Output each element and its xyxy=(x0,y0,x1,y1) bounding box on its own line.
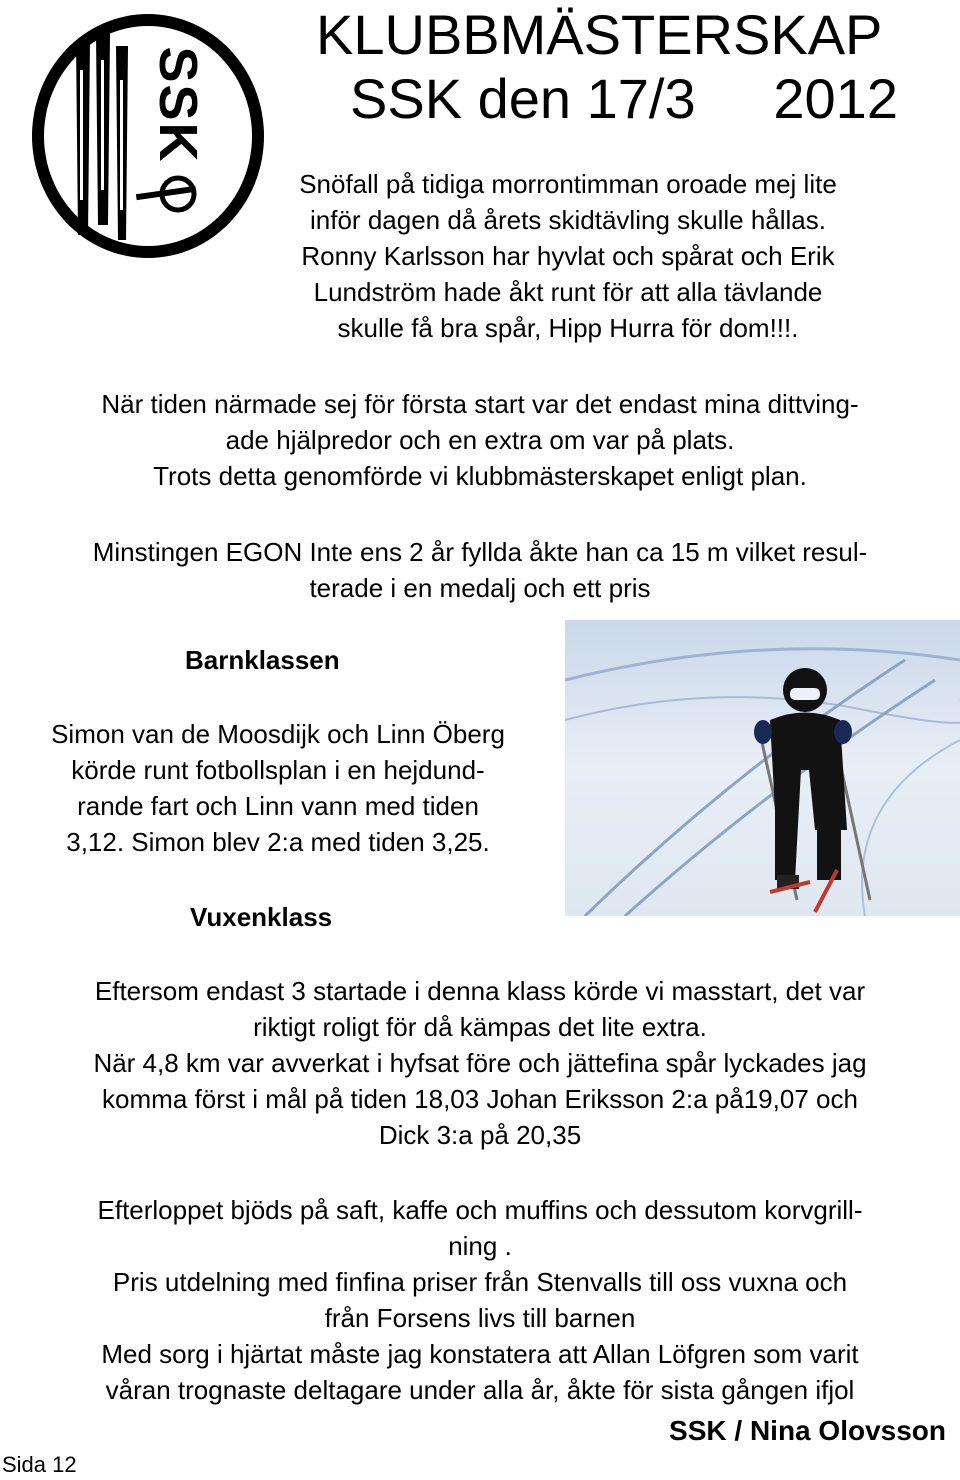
text-line: Pris utdelning med finfina priser från Stenvalls till oss vuxna och xyxy=(112,1267,848,1297)
text-line: Lundström hade åkt runt för att alla tävlande xyxy=(313,277,823,307)
signature: SSK / Nina Olovsson xyxy=(669,1415,946,1446)
child-skiing-photo xyxy=(565,620,960,916)
text-line: När 4,8 km var avverkat i hyfsat före och jättefina spår lyckades jag xyxy=(93,1048,867,1078)
text-line: När tiden närmade sej för första start var det endast mina dittving- xyxy=(101,389,859,419)
text-line: Med sorg i hjärtat måste jag konstatera att Allan Löfgren som varit xyxy=(101,1339,859,1369)
vuxenklass-text xyxy=(0,973,960,1153)
text-line: terade i en medalj och ett pris xyxy=(309,573,651,603)
text-line: våran trognaste deltagare under alla år, åkte för sista gången ifjol xyxy=(105,1375,855,1405)
text-line: Simon van de Moosdijk och Linn Öberg xyxy=(51,719,505,749)
page-title: KLUBBMÄSTERSKAP xyxy=(316,3,883,66)
text-line: ade hjälpredor och en extra om var på plats. xyxy=(225,425,735,455)
egon-paragraph xyxy=(0,534,960,606)
text-line: Eftersom endast 3 startade i denna klass körde vi masstart, det var xyxy=(94,976,866,1006)
page-subtitle: SSK den 17/3 2012 xyxy=(350,67,898,130)
text-line: riktigt roligt för då kämpas det lite extra. xyxy=(253,1012,707,1042)
text-line: Trots detta genomförde vi klubbmästerskapet enligt plan. xyxy=(153,461,807,491)
text-line: Snöfall på tidiga morrontimman oroade mej lite xyxy=(299,169,837,199)
vuxenklass-heading: Vuxenklass xyxy=(190,902,333,932)
text-line: 3,12. Simon blev 2:a med tiden 3,25. xyxy=(66,827,490,857)
text-line: Minstingen EGON Inte ens 2 år fyllda åkte han ca 15 m vilket resul- xyxy=(92,537,868,567)
text-line: rande fart och Linn vann med tiden xyxy=(77,791,479,821)
text-line: körde runt fotbollsplan i en hejdund- xyxy=(71,755,485,785)
text-line: ning . xyxy=(448,1231,512,1261)
text-line: skulle få bra spår, Hipp Hurra för dom!!!. xyxy=(337,313,799,343)
text-line: Ronny Karlsson har hyvlat och spårat och Erik xyxy=(301,241,835,271)
text-line: Dick 3:a på 20,35 xyxy=(378,1120,582,1150)
closing-paragraph xyxy=(0,1192,960,1408)
intro-paragraph xyxy=(188,166,948,346)
text-line: från Forsens livs till barnen xyxy=(324,1303,636,1333)
start-paragraph xyxy=(0,386,960,494)
page-number: Sida 12 xyxy=(2,1452,77,1477)
text-line: inför dagen då årets skidtävling skulle hållas. xyxy=(310,205,826,235)
barnklassen-text xyxy=(0,716,556,860)
logo-letters: SSK xyxy=(148,46,208,164)
barnklassen-heading: Barnklassen xyxy=(185,645,340,675)
text-line: Efterloppet bjöds på saft, kaffe och muffins och dessutom korvgrill- xyxy=(97,1195,863,1225)
text-line: komma först i mål på tiden 18,03 Johan Eriksson 2:a på19,07 och xyxy=(102,1084,858,1114)
